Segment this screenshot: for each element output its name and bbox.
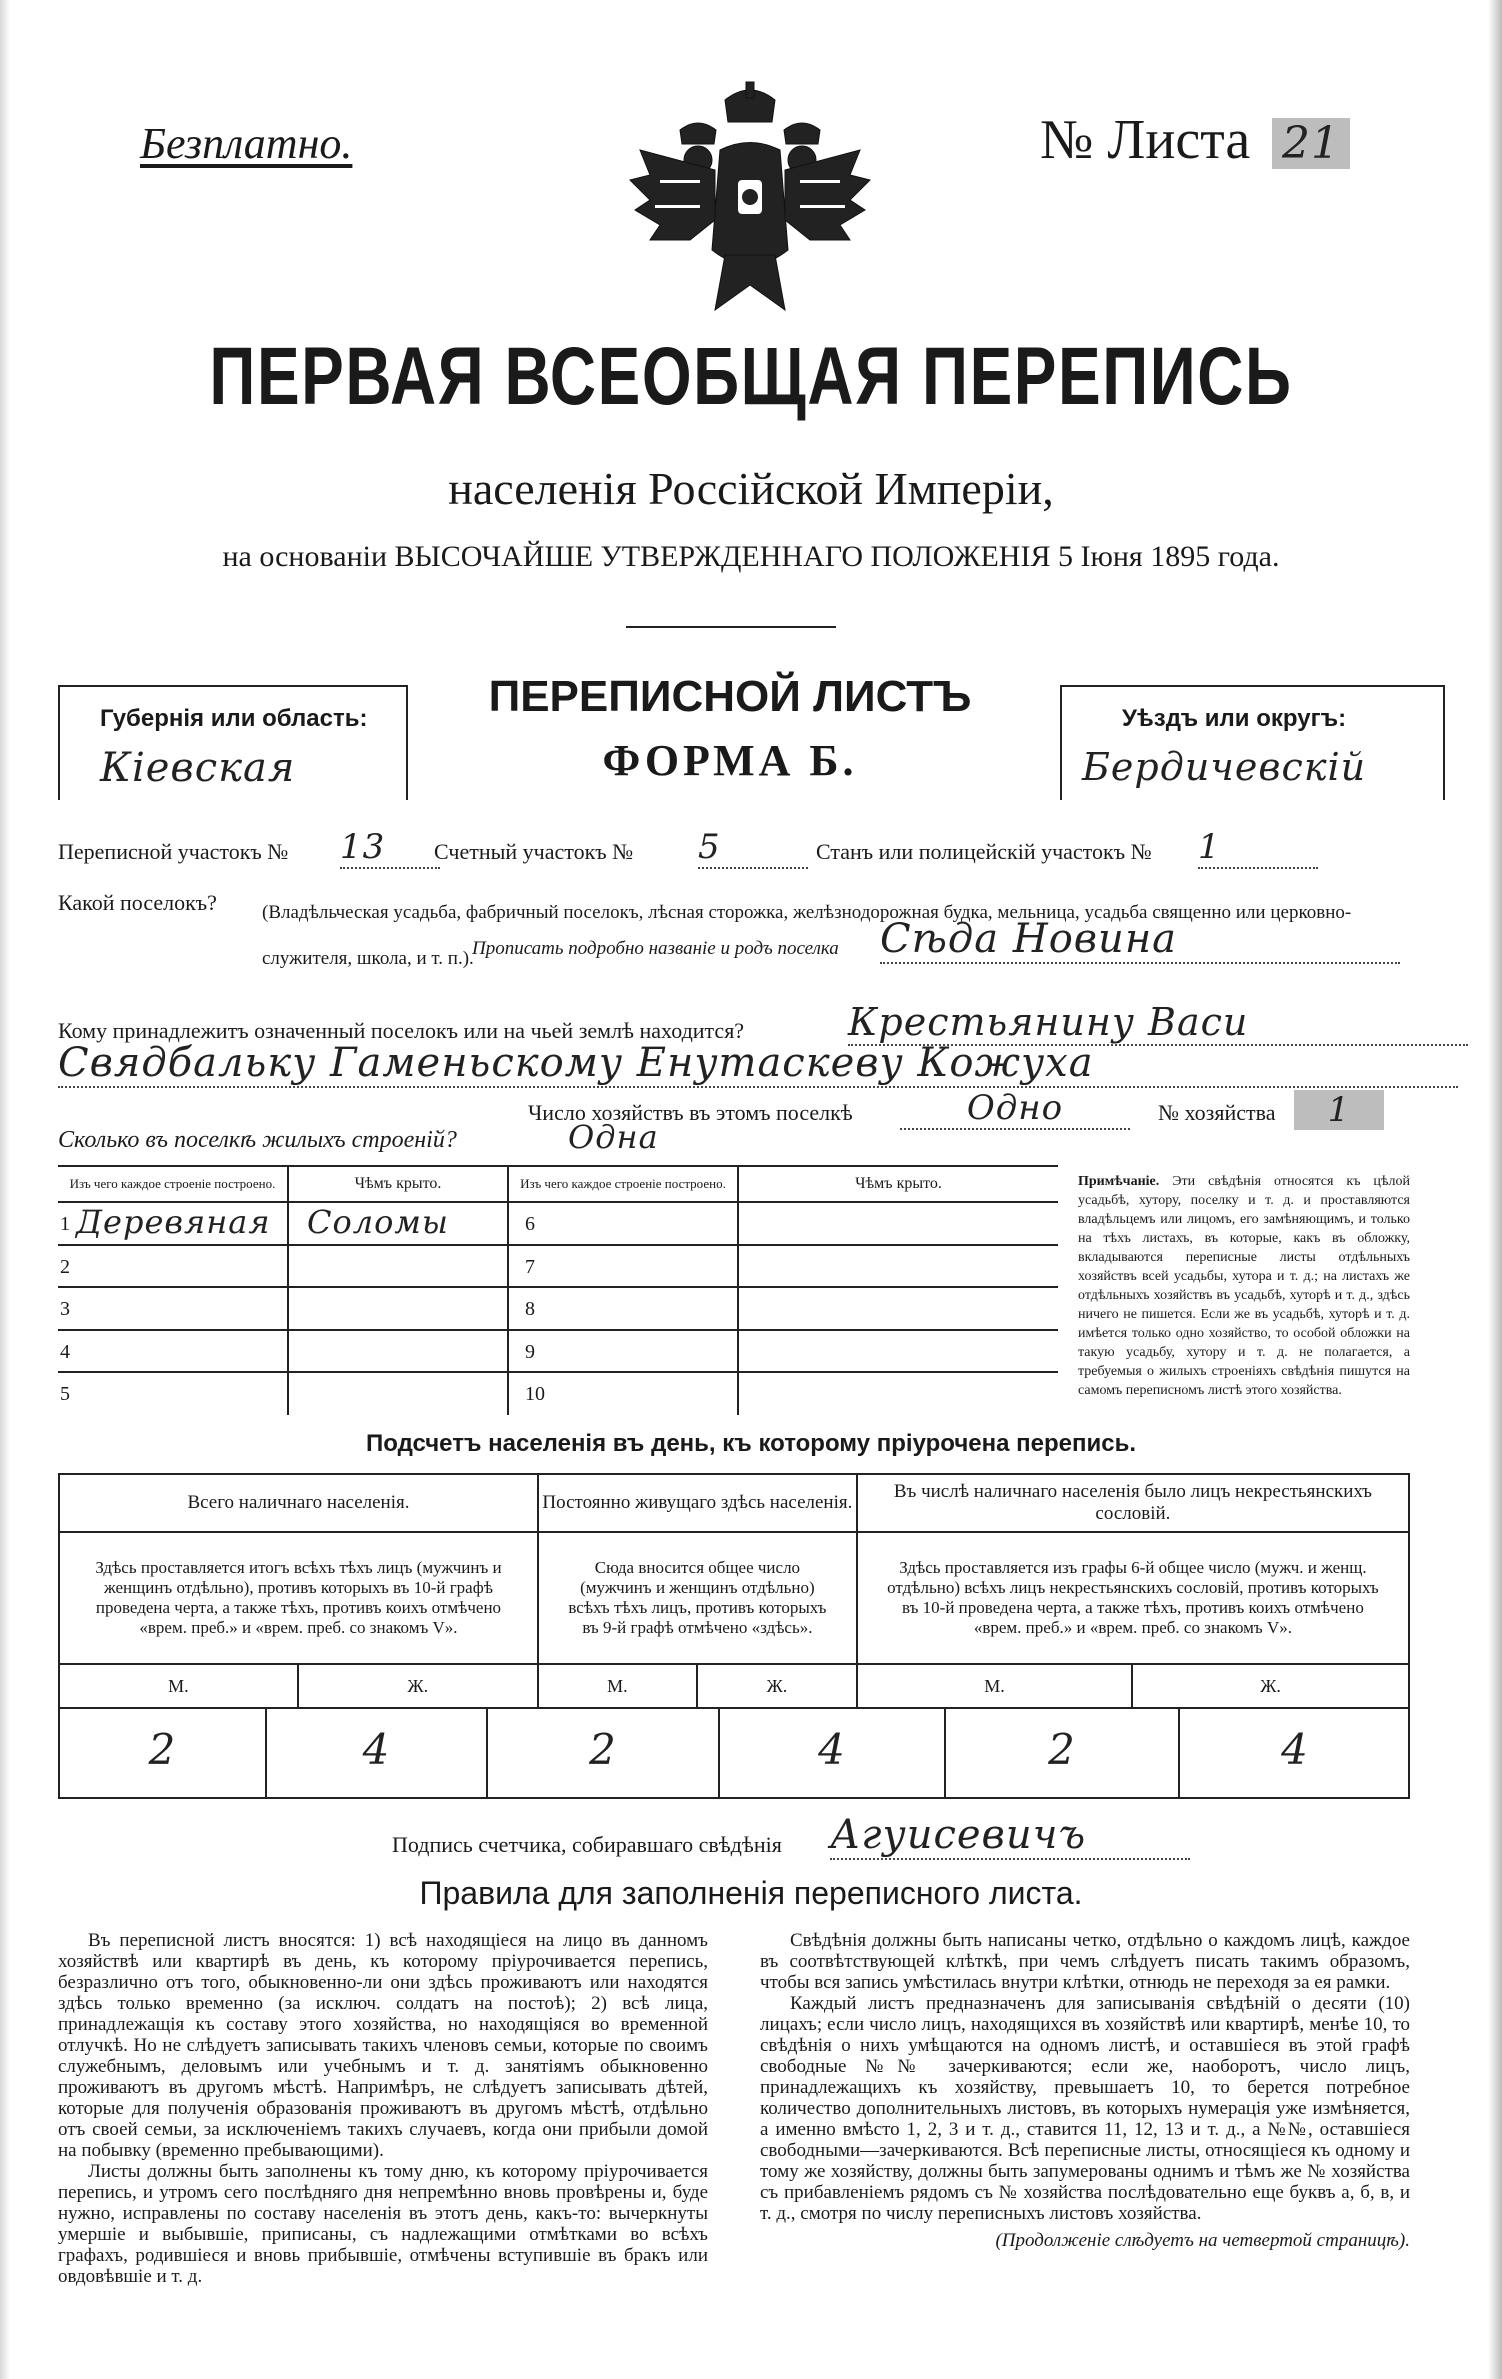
population-m-header-3: М. — [857, 1664, 1132, 1708]
building-row-3-roof[interactable] — [288, 1287, 508, 1330]
household-number-label: № хозяйства — [1158, 1100, 1276, 1125]
rules-right-paragraph-2: Каждый листъ предназначенъ для записыванія свѣдѣній о десяти (10) лицахъ; если число лицъ, находящихся въ хозяйствѣ или квартирѣ, менѣе 10, то свѣдѣнія о нихъ умѣщаются на одномъ листѣ, и оставшіеся въ этой графѣ свободные №№ зачеркиваются; если же, наоборотъ, число лицъ, принадлежащихъ къ хозяйству, превышаетъ 10, то берется потребное количество дополнительныхъ листовъ, въ которыхъ нумерація уже измѣняется, а именно вмѣсто 1, 2, 3 и т. д., ставится 11, 12, 13 и т. д., а №№, оставшіеся свободными—зачеркиваются. Всѣ переписные листы, относящіеся къ одному и тому же хозяйству, должны быть запумерованы однимъ и тѣмъ же № хозяйства съ прибавленіемъ рядомъ съ № хозяйства послѣдовательно еще буквъ а, б, в, и т. д., смотря по числу переписныхъ листовъ хозяйства. — [760, 1993, 1410, 2224]
population-value-nonpeasant-m[interactable]: 2 — [1048, 1725, 1076, 1774]
owner-label: Кому принадлежитъ означенный поселокъ или на чьей землѣ находится? — [58, 1018, 745, 1043]
building-row-4-roof[interactable] — [288, 1330, 508, 1373]
population-value-total-m[interactable]: 2 — [148, 1725, 177, 1774]
population-value-permanent-m[interactable]: 2 — [589, 1725, 617, 1774]
population-title: Подсчетъ населенія въ день, къ которому пріурочена перепись. — [366, 1430, 1136, 1457]
settlement-instruction: Прописать подробно названіе и родъ поселка — [472, 938, 839, 959]
buildings-header-material-1: Изъ чего каждое строеніе построено. — [58, 1166, 288, 1202]
population-value-total-f[interactable]: 4 — [362, 1725, 391, 1774]
subtitle: населенія Россійской Имперіи, — [448, 463, 1054, 514]
rules-right-column — [760, 1930, 1410, 2251]
free-label: Безплатно. — [140, 119, 353, 168]
population-f-header-1: Ж. — [298, 1664, 538, 1708]
building-row-2-roof[interactable] — [288, 1245, 508, 1288]
population-f-header-3: Ж. — [1132, 1664, 1409, 1708]
population-col1-title: Всего наличнаго населенія. — [59, 1474, 538, 1532]
building-row-6-material[interactable]: 6 — [508, 1202, 738, 1245]
building-row-8-roof[interactable] — [738, 1287, 1058, 1330]
signature-label: Подпись счетчика, собиравшаго свѣдѣнія — [392, 1832, 782, 1857]
settlement-hint: (Владѣльческая усадьба, фабричный поселокъ, лѣсная сторожка, желѣзнодорожная будка, мельница, усадьба священно или церковно-служителя, школа, и т. п.). — [262, 902, 1352, 969]
population-value-permanent-f[interactable]: 4 — [818, 1725, 846, 1774]
building-row-7-roof[interactable] — [738, 1245, 1058, 1288]
settlement-label: Какой поселокъ? — [58, 890, 217, 915]
building-row-7-material[interactable]: 7 — [508, 1245, 738, 1288]
population-col3-text: Здѣсь проставляется изъ графы 6-й общее число (мужч. и женщ. отдѣльно) всѣхъ лицъ некрестьянскихъ сословій, противъ которыхъ въ 10-й проведена черта, а также тѣхъ, противъ коихъ отмѣчено «врем. преб.» и «врем. преб. со знакомъ V». — [857, 1532, 1409, 1664]
scan-edge-right — [1488, 0, 1502, 2379]
sheet-title: ПЕРЕПИСНОЙ ЛИСТЪ — [488, 672, 972, 721]
buildings-note — [1078, 1172, 1410, 1400]
population-col3-title: Въ числѣ наличнаго населенія было лицъ некрестьянскихъ сословій. — [857, 1474, 1409, 1532]
police-section-value[interactable]: 1 — [1198, 827, 1318, 869]
rules-left-paragraph-1: Въ переписной листъ вносятся: 1) всѣ находящіеся на лицо въ данномъ хозяйствѣ или квартирѣ въ день, къ которому пріурочивается перепись, безразлично отъ того, обыкновенно-ли они здѣсь проживаютъ или находятся здѣсь только временно (за исключ. солдатъ на постоѣ); 2) всѣ лица, принадлежащія къ составу этого хозяйства, но находящіяся во временной отлучкѣ. Но не слѣдуетъ записывать такихъ членовъ семьи, которые по своимъ служебнымъ, деловымъ или учебнымъ и т. д. занятіямъ обыкновенно проживаютъ въ другомъ мѣстѣ. Напримѣръ, не слѣдуетъ записывать дѣтей, которые для полученія образованія проживаютъ въ другомъ мѣстѣ, отдѣльно отъ своей семьи, за исключеніемъ такихъ случаевъ, когда они прибыли домой на побывку (временно пребывающими). — [58, 1930, 708, 2161]
owner-value-1[interactable]: Крестьянину Васи — [848, 1000, 1468, 1046]
building-row-1-material[interactable]: 1 Деревяная — [58, 1202, 288, 1245]
rules-right-paragraph-1: Свѣдѣнія должны быть написаны четко, отдѣльно о каждомъ лицѣ, каждое въ соотвѣтствующей клѣткѣ, при чемъ слѣдуетъ писать такимъ образомъ, чтобы вся запись умѣстилась внутри клѣтки, отнюдь не переходя за ея рамки. — [760, 1930, 1410, 1993]
building-row-8-material[interactable]: 8 — [508, 1287, 738, 1330]
buildings-header-roof-1: Чѣмъ крыто. — [288, 1166, 508, 1202]
legal-basis: на основаніи ВЫСОЧАЙШЕ УТВЕРЖДЕННАГО ПОЛОЖЕНІЯ 5 Іюня 1895 года. — [222, 540, 1280, 573]
building-row-2-material[interactable]: 2 — [58, 1245, 288, 1288]
buildings-note-text: Эти свѣдѣнія относятся къ цѣлой усадьбѣ, хутору, поселку и т. д. и проставляются владѣльцемъ или лицомъ, его замѣняющимъ, и только на тѣхъ листахъ, въ которые, какъ въ обложку, вкладываются переписные листы отдѣльныхъ хозяйствъ всей усадьбы, хутора и т. д.; на листахъ же отдѣльныхъ хозяйствъ въ усадьбѣ, хуторѣ и т. д., здѣсь ничего не пишется. Если же въ усадьбѣ, хуторѣ и т. д. имѣется только одно хозяйство, то особой обложки на такую усадьбу, хутору и т. д. не полагается, а требуемыя о жилыхъ строеніяхъ свѣдѣнія пишутся на самомъ переписномъ листѣ этого хозяйства. — [1078, 1174, 1411, 1398]
population-col1-text: Здѣсь проставляется итогъ всѣхъ тѣхъ лицъ (мужчинъ и женщинъ отдѣльно), противъ которыхъ въ 10-й графѣ проведена черта, а также тѣхъ, противъ коихъ отмѣчено «врем. преб.» и «врем. преб. со знакомъ V». — [59, 1532, 538, 1664]
building-row-5-material[interactable]: 5 — [58, 1372, 288, 1415]
buildings-value[interactable]: Одна — [568, 1118, 659, 1156]
settlement-value[interactable]: Сѣда Новина — [880, 916, 1400, 964]
sheet-number-label: № Листа — [1040, 109, 1251, 171]
count-section-value[interactable]: 5 — [698, 827, 808, 869]
main-title: ПЕРВАЯ ВСЕОБЩАЯ ПЕРЕПИСЬ — [209, 331, 1293, 422]
population-values-row — [58, 1707, 1410, 1799]
title-divider — [626, 626, 836, 628]
rules-title: Правила для заполненія переписного листа. — [419, 1875, 1083, 1911]
households-value[interactable]: Одно — [900, 1088, 1130, 1130]
rules-left-paragraph-2: Листы должны быть заполнены къ тому дню, къ которому пріурочивается перепись, и утромъ сего послѣдняго дня непремѣнно вновь провѣрены и, буде нужно, исправлены по составу населенія въ этотъ день, какъ-то: вычеркнуты умершіе и выбывшіе, приписаны, съ надлежащими отмѣтками во всѣхъ графахъ, родившіеся и вновь прибывшіе, отмѣчены вступившіе въ бракъ или овдовѣвшіе и т. д. — [58, 2161, 708, 2287]
building-row-5-roof[interactable] — [288, 1372, 508, 1415]
district-value: Бердичевскій — [1082, 745, 1367, 789]
census-section-value[interactable]: 13 — [340, 827, 440, 869]
buildings-note-title: Примѣчаніе. — [1078, 1174, 1160, 1189]
population-col2-text: Сюда вносится общее число (мужчинъ и женщинъ отдѣльно) всѣхъ тѣхъ лицъ, противъ которыхъ въ 9-й графѣ отмѣчено «здѣсь». — [538, 1532, 857, 1664]
building-row-6-roof[interactable] — [738, 1202, 1058, 1245]
buildings-header-roof-2: Чѣмъ крыто. — [738, 1166, 1058, 1202]
population-m-header-2: М. — [538, 1664, 697, 1708]
count-section-label: Счетный участокъ № — [434, 839, 634, 864]
buildings-header-material-2: Изъ чего каждое строеніе построено. — [508, 1166, 738, 1202]
district-box — [1060, 685, 1445, 800]
population-table — [58, 1473, 1410, 1707]
building-row-4-material[interactable]: 4 — [58, 1330, 288, 1373]
census-section-row — [58, 827, 1398, 875]
buildings-table — [58, 1165, 1058, 1415]
coat-of-arms-icon — [620, 80, 880, 335]
province-value: Кіевская — [100, 745, 296, 791]
owner-value-2[interactable]: Свядбальку Гаменьскому Енутаскеву Кожуха — [58, 1040, 1458, 1088]
scan-edge-left — [0, 0, 10, 2379]
population-m-header-1: М. — [59, 1664, 298, 1708]
household-number-value[interactable]: 1 — [1294, 1090, 1384, 1130]
households-label: Число хозяйствъ въ этомъ поселкѣ — [528, 1100, 853, 1125]
buildings-label: Сколько въ поселкѣ жилыхъ строеній? — [58, 1127, 457, 1153]
form-title: ФОРМА Б. — [602, 736, 858, 785]
signature-value[interactable]: Агуисевичъ — [830, 1812, 1190, 1860]
police-section-label: Станъ или полицейскій участокъ № — [816, 839, 1152, 864]
building-row-9-roof[interactable] — [738, 1330, 1058, 1373]
population-value-nonpeasant-f[interactable]: 4 — [1281, 1725, 1309, 1774]
sheet-number-value: 21 — [1272, 118, 1350, 169]
population-f-header-2: Ж. — [697, 1664, 857, 1708]
building-row-10-roof[interactable] — [738, 1372, 1058, 1415]
census-section-label: Переписной участокъ № — [58, 839, 289, 864]
rules-continued-note: (Продолженіе слѣдуетъ на четвертой страницѣ). — [995, 2230, 1410, 2251]
building-row-3-material[interactable]: 3 — [58, 1287, 288, 1330]
province-label: Губернія или область: — [100, 705, 368, 732]
building-row-9-material[interactable]: 9 — [508, 1330, 738, 1373]
district-label: Уѣздъ или округъ: — [1122, 705, 1347, 732]
rules-left-column — [58, 1930, 708, 2287]
population-col2-title: Постоянно живущаго здѣсь населенія. — [538, 1474, 857, 1532]
province-box — [58, 685, 408, 800]
building-row-1-roof[interactable]: Соломы — [288, 1202, 508, 1245]
building-row-10-material[interactable]: 10 — [508, 1372, 738, 1415]
